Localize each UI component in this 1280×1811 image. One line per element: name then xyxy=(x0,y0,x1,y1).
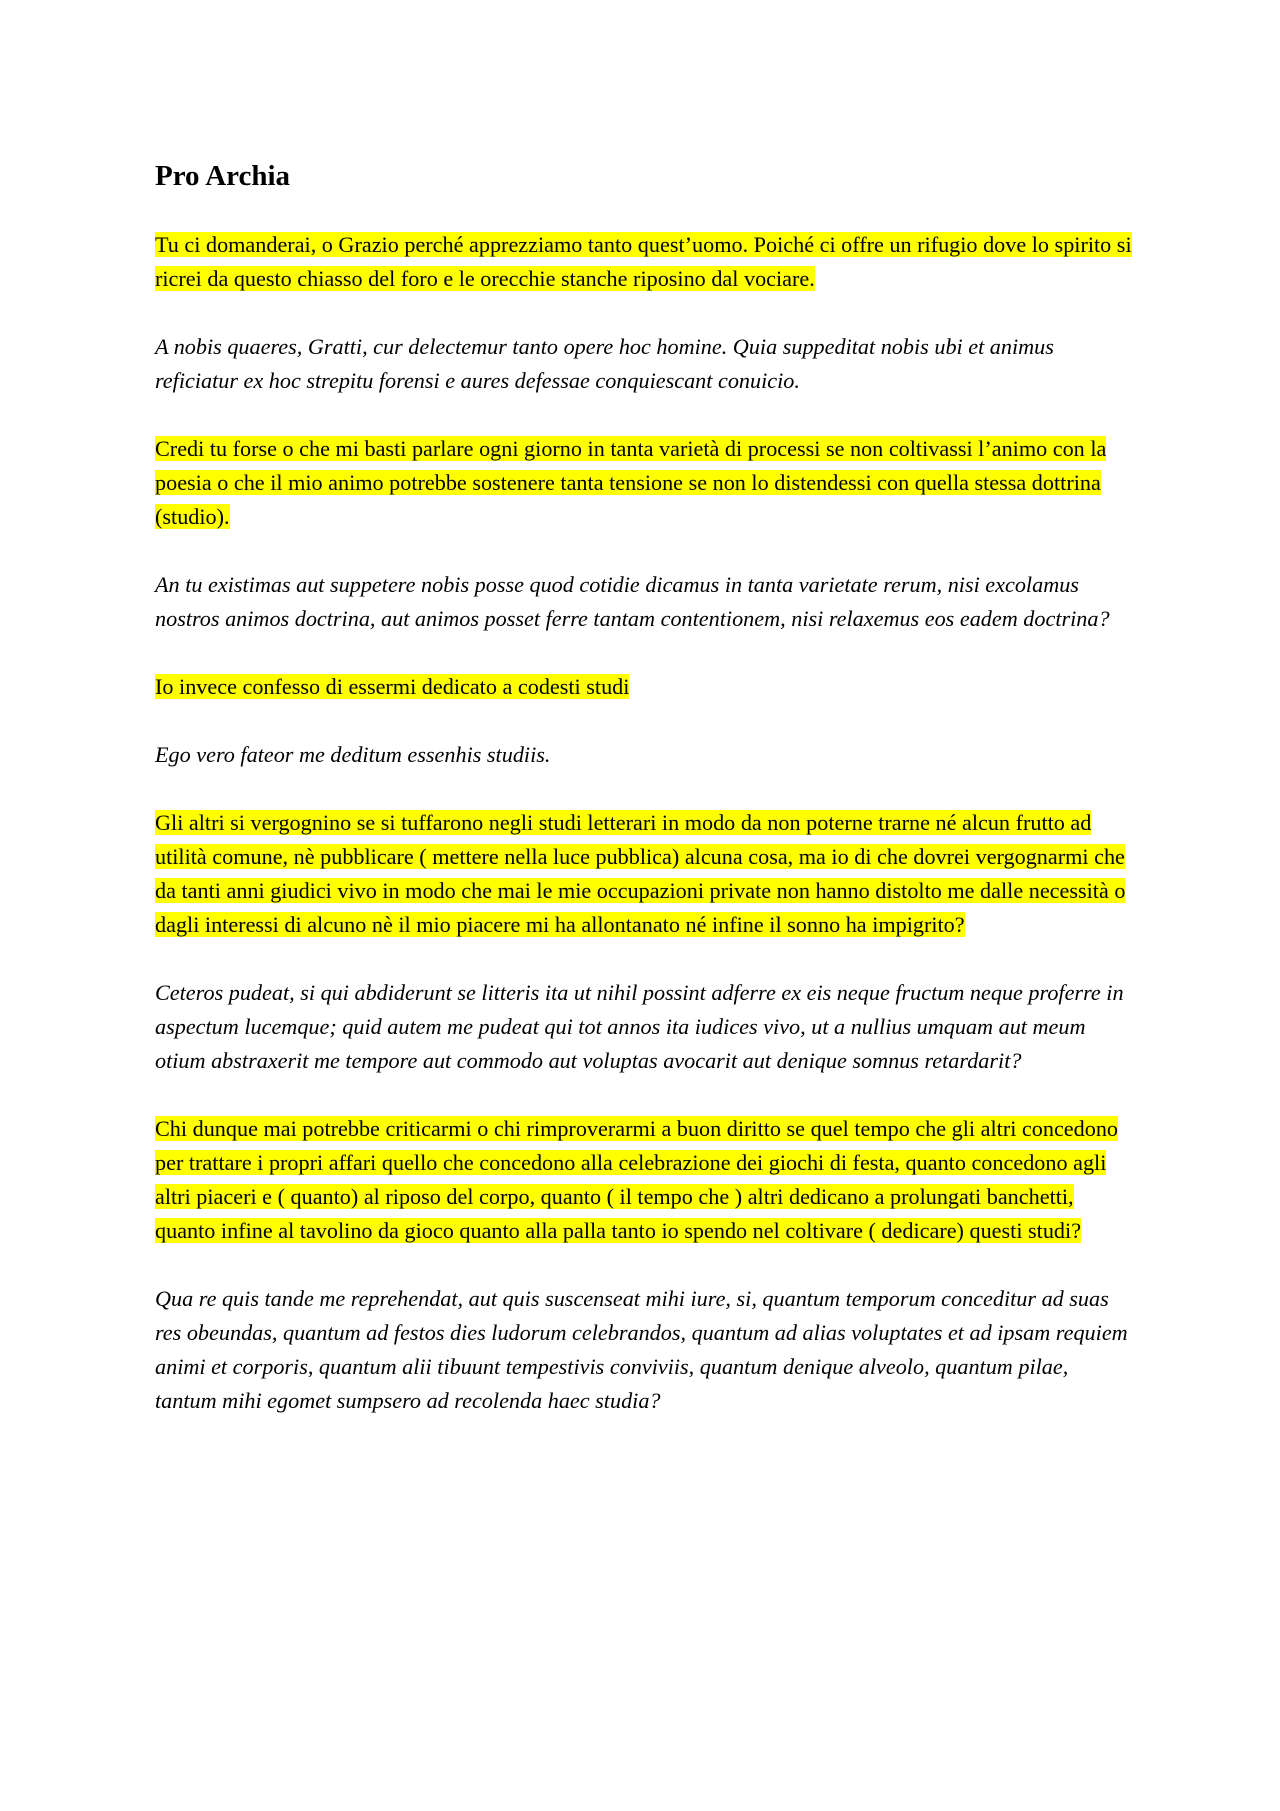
highlighted-text: Io invece confesso di essermi dedicato a codesti studi xyxy=(155,674,630,699)
paragraph-italian-5 xyxy=(155,1112,1135,1248)
highlighted-text: Chi dunque mai potrebbe criticarmi o chi rimproverarmi a buon diritto se quel tempo che gli altri concedono per trattare i propri affari quello che concedono alla celebrazione dei giochi di festa, quanto concedono agli altri piaceri e ( quanto) al riposo del corpo, quanto ( il tempo che ) altri dedicano a prolungati banchetti, quanto infine al tavolino da gioco quanto alla palla tanto io spendo nel coltivare ( dedicare) questi studi? xyxy=(155,1116,1119,1243)
paragraph-latin-1: A nobis quaeres, Gratti, cur delectemur tanto opere hoc homine. Quia suppeditat nobis ubi et animus reficiatur ex hoc strepitu forensi e aures defessae conquiescant conuicio. xyxy=(155,334,1054,393)
paragraph-latin-5: Qua re quis tande me reprehendat, aut quis suscenseat mihi iure, si, quantum temporum conceditur ad suas res obeundas, quantum ad festos dies ludorum celebrandos, quantum ad alias voluptates et ad ipsam requiem animi et corporis, quantum alii tibuunt tempestivis conviviis, quantum denique alveolo, quantum pilae, tantum mihi egomet sumpsero ad recolenda haec studia? xyxy=(155,1286,1128,1413)
paragraph-latin-4: Ceteros pudeat, si qui abdiderunt se litteris ita ut nihil possint adferre ex eis neque fructum neque proferre in aspectum lucemque; quid autem me pudeat qui tot annos ita iudices vivo, ut a nullius umquam aut meum otium abstraxerit me tempore aut commodo aut voluptas avocarit aut denique somnus retardarit? xyxy=(155,980,1124,1073)
document-title: Pro Archia xyxy=(155,160,291,192)
paragraph-italian-3 xyxy=(155,670,1135,704)
paragraph-latin-3: Ego vero fateor me deditum essenhis studiis. xyxy=(155,742,551,767)
highlighted-text: Gli altri si vergognino se si tuffarono negli studi letterari in modo da non poterne trarne né alcun frutto ad utilità comune, nè pubblicare ( mettere nella luce pubblica) alcuna cosa, ma io di che dovrei vergognarmi che da tanti anni giudici vivo in modo che mai le mie occupazioni private non hanno distolto me dalle necessità o dagli interessi di alcuno nè il mio piacere mi ha allontanato né infine il sonno ha impigrito? xyxy=(155,810,1126,937)
paragraph-italian-2 xyxy=(155,432,1135,534)
paragraph-italian-4 xyxy=(155,806,1135,942)
highlighted-text: Tu ci domanderai, o Grazio perché apprezziamo tanto quest’uomo. Poiché ci offre un rifugio dove lo spirito si ricrei da questo chiasso del foro e le orecchie stanche riposino dal vociare. xyxy=(155,232,1132,291)
paragraph-italian-1 xyxy=(155,228,1135,296)
highlighted-text: Credi tu forse o che mi basti parlare ogni giorno in tanta varietà di processi se non coltivassi l’animo con la poesia o che il mio animo potrebbe sostenere tanta tensione se non lo distendessi con quella stessa dottrina (studio). xyxy=(155,436,1107,529)
paragraph-latin-2: An tu existimas aut suppetere nobis posse quod cotidie dicamus in tanta varietate rerum, nisi excolamus nostros animos doctrina, aut animos posset ferre tantam contentionem, nisi relaxemus eos eadem doctrina? xyxy=(155,572,1110,631)
document-page xyxy=(155,150,1135,1452)
